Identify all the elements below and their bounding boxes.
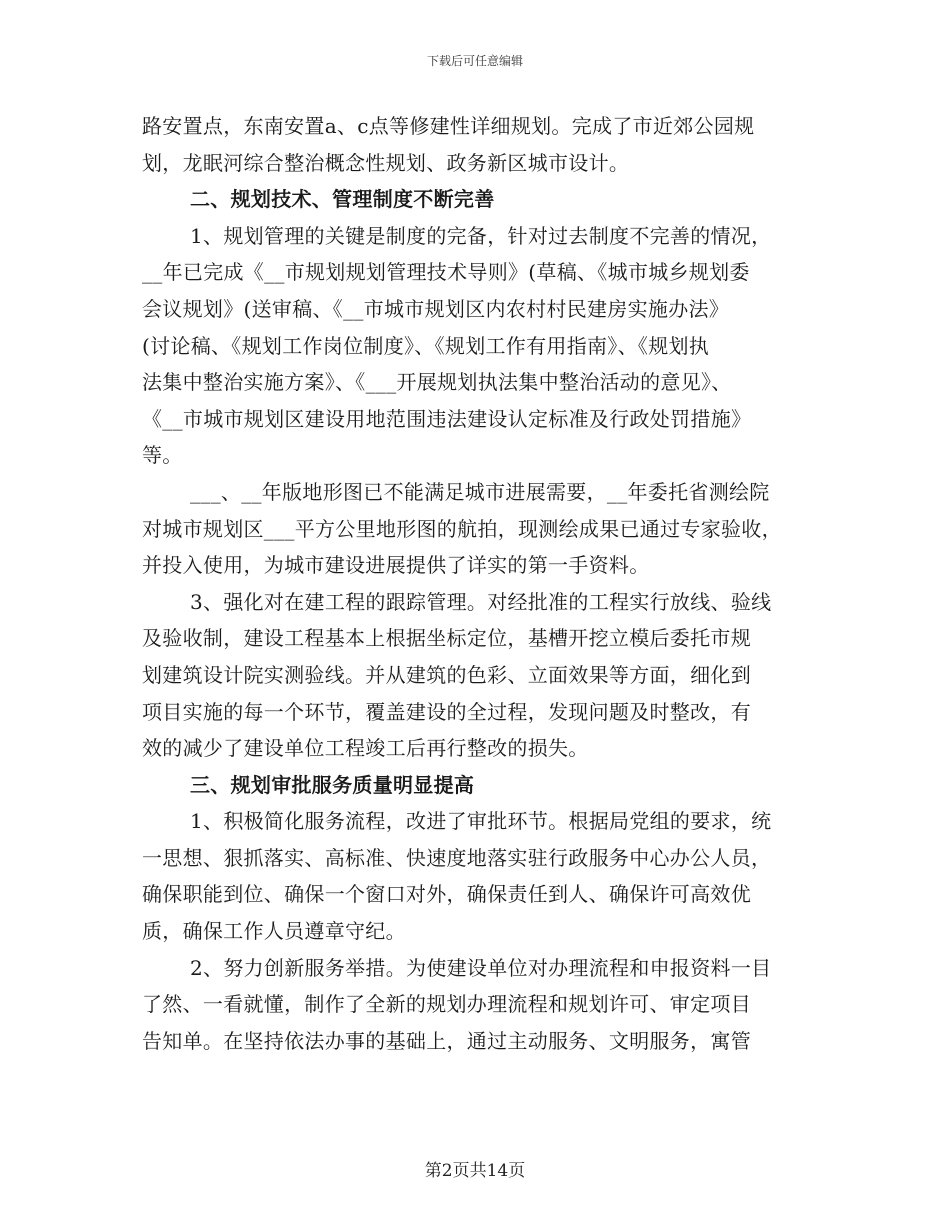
paragraph-line: 效的减少了建设单位工程竣工后再行整改的损失。	[142, 736, 589, 761]
paragraph-line: 告知单。在坚持依法办事的基础上，通过主动服务、文明服务，寓管	[142, 1028, 751, 1053]
page-footer: 第2页共14页	[424, 1161, 526, 1181]
section-heading: 二、规划技术、管理制度不断完善	[190, 187, 495, 212]
paragraph-line: ___、__年版地形图已不能满足城市进展需要，__年委托省测绘院	[190, 479, 770, 504]
paragraph-line: 会议规划》(送审稿、《__市城市规划区内农村村民建房实施办法》	[142, 296, 730, 321]
paragraph-line: 2、努力创新服务举措。为使建设单位对办理流程和申报资料一目	[190, 955, 772, 980]
paragraph-line: 《__市城市规划区建设用地范围违法建设认定标准及行政处罚措施》	[142, 406, 752, 431]
section-heading: 三、规划审批服务质量明显提高	[190, 772, 475, 797]
paragraph-line: __年已完成《__市规划规划管理技术导则》(草稿、《城市城乡规划委	[142, 260, 750, 285]
paragraph-line: 划建筑设计院实测验线。并从建筑的色彩、立面效果等方面，细化到	[142, 662, 751, 687]
document-body	[142, 108, 810, 1059]
paragraph-line: (讨论稿、《规划工作岗位制度》、《规划工作有用指南》、《规划执	[142, 333, 710, 358]
paragraph-line: 划，龙眠河综合整治概念性规划、政务新区城市设计。	[142, 150, 630, 175]
paragraph-line: 了然、一看就懂，制作了全新的规划办理流程和规划许可、审定项目	[142, 992, 751, 1017]
paragraph-line: 1、积极简化服务流程，改进了审批环节。根据局党组的要求，统	[190, 809, 772, 834]
paragraph-line: 并投入使用，为城市建设进展提供了详实的第一手资料。	[142, 553, 650, 578]
paragraph-line: 质，确保工作人员遵章守纪。	[142, 919, 406, 944]
paragraph-line: 等。	[142, 443, 183, 468]
paragraph-line: 及验收制，建设工程基本上根据坐标定位，基槽开挖立模后委托市规	[142, 626, 751, 651]
paragraph-line: 对城市规划区___平方公里地形图的航拍，现测绘成果已通过专家验收，	[142, 516, 782, 541]
paragraph-line: 确保职能到位、确保一个窗口对外，确保责任到人、确保许可高效优	[142, 882, 751, 907]
paragraph-line: 3、强化对在建工程的跟踪管理。对经批准的工程实行放线、验线	[190, 589, 772, 614]
paragraph-line: 项目实施的每一个环节，覆盖建设的全过程，发现问题及时整改，有	[142, 699, 751, 724]
paragraph-line: 法集中整治实施方案》、《___开展规划执法集中整治活动的意见》、	[142, 370, 732, 395]
paragraph-line: 路安置点，东南安置a、c点等修建性详细规划。完成了市近郊公园规	[142, 114, 755, 138]
paragraph-line: 一思想、狠抓落实、高标准、快速度地落实驻行政服务中心办公人员，	[142, 845, 772, 870]
paragraph-line: 1、规划管理的关键是制度的完备，针对过去制度不完善的情况，	[190, 223, 772, 248]
page-header: 下载后可任意编辑	[426, 54, 523, 68]
